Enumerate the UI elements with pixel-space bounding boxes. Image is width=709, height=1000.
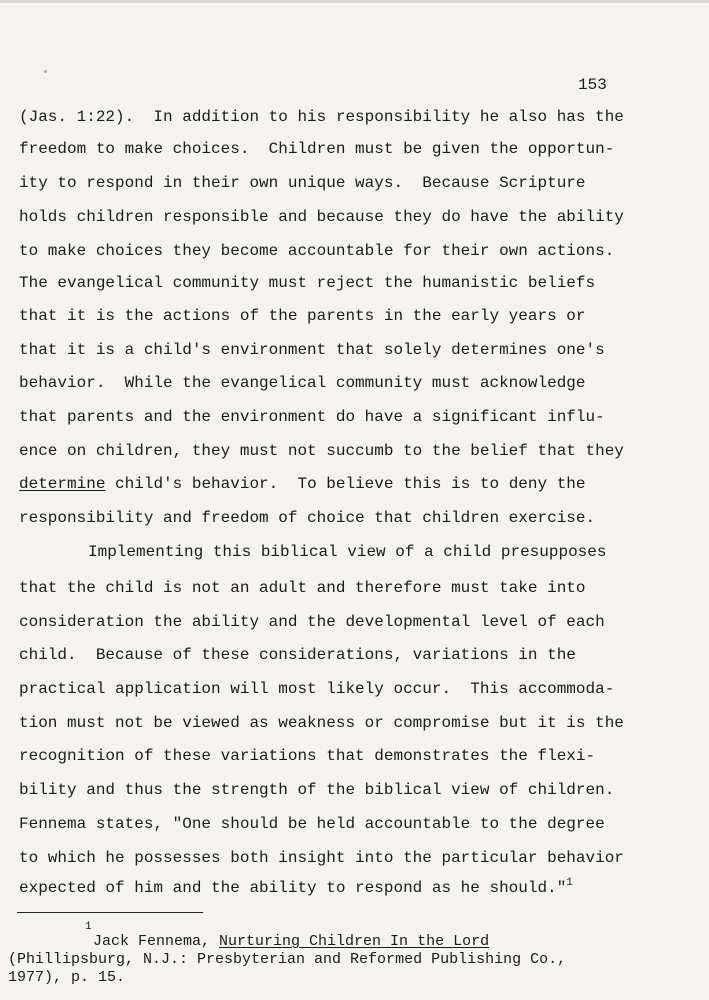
body-line-12 — [19, 474, 651, 494]
body-line-22: Fennema states, "One should be held accountable to the degree — [19, 815, 605, 833]
scan-speck — [44, 70, 47, 73]
body-line-16: consideration the ability and the developmental level of each — [19, 613, 605, 631]
footnote-number: 1 — [85, 921, 92, 933]
body-line-23: to which he possesses both insight into the particular behavior — [19, 849, 624, 867]
body-line-10: that parents and the environment do have a significant influ- — [19, 408, 605, 426]
body-line-5: to make choices they become accountable for their own actions. — [19, 242, 615, 260]
footnote-reference: 1 — [566, 877, 573, 889]
page-number: 153 — [578, 76, 607, 94]
body-line-19: tion must not be viewed as weakness or compromise but it is the — [19, 714, 624, 732]
body-line-15: that the child is not an adult and therefore must take into — [19, 579, 586, 597]
paragraph-2-first-line: Implementing this biblical view of a child presupposes — [88, 543, 607, 561]
body-line-11: ence on children, they must not succumb to the belief that they — [19, 442, 624, 460]
scan-top-edge — [0, 0, 709, 3]
body-line-4: holds children responsible and because they do have the ability — [19, 208, 624, 226]
body-line-1: (Jas. 1:22). In addition to his responsibility he also has the — [19, 108, 624, 126]
body-line-7: that it is the actions of the parents in the early years or — [19, 307, 586, 325]
footnote-separator — [17, 912, 203, 913]
underlined-word: determine — [19, 475, 106, 493]
body-line-2: freedom to make choices. Children must be given the opportun- — [19, 140, 615, 158]
body-line-6: The evangelical community must reject the humanistic beliefs — [19, 274, 596, 292]
footnote-line-2: (Phillipsburg, N.J.: Presbyterian and Reformed Publishing Co., — [8, 951, 567, 968]
footnote-author: Jack Fennema, — [93, 933, 220, 950]
quote-end-text: expected of him and the ability to respond as he should." — [19, 879, 567, 897]
body-line-8: that it is a child's environment that solely determines one's — [19, 341, 605, 359]
body-line-21: bility and thus the strength of the biblical view of children. — [19, 781, 615, 799]
body-line-20: recognition of these variations that demonstrates the flexi- — [19, 747, 596, 765]
footnote-title: Nurturing Children In the Lord — [219, 933, 490, 950]
body-line-17: child. Because of these considerations, variations in the — [19, 646, 576, 664]
footnote-marker — [85, 921, 92, 943]
body-line-18: practical application will most likely occur. This accommoda- — [19, 680, 615, 698]
footnote-line-1 — [93, 933, 489, 951]
body-line-24 — [19, 878, 651, 900]
footnote-line-3: 1977), p. 15. — [8, 969, 126, 986]
body-line-3: ity to respond in their own unique ways. Because Scripture — [19, 174, 586, 192]
body-line-9: behavior. While the evangelical community must acknowledge — [19, 374, 586, 392]
body-line-12-text: child's behavior. To believe this is to deny the — [115, 475, 586, 493]
body-line-13: responsibility and freedom of choice that children exercise. — [19, 509, 596, 527]
